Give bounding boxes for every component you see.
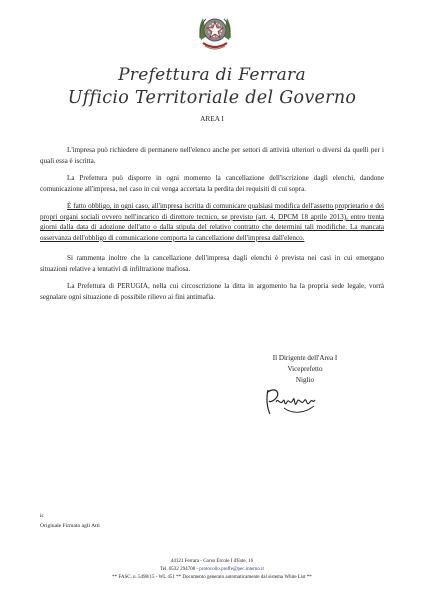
signatory-title: Viceprefetto — [287, 365, 323, 373]
footer-phone: Tel. 0532 294708 - — [160, 567, 200, 572]
paragraph-4: Si rammenta inoltre che la cancellazione dell'impresa dagli elenchi è prevista nei casi in cui emergano situazioni relative a tentativi di infiltrazione mafiosa. — [40, 254, 384, 273]
paragraph-5: La Prefettura di PERUGIA, nella cui circoscrizione la ditta in argomento ha la propria sede legale, vorrà segnalare ogni situazione di possibile rilievo ai fini antimafia. — [40, 282, 384, 301]
footer-document-meta: ** FASC. n. 5498/15 - WL 451 ** Documento generato automaticamente dal sistema White List ** — [112, 575, 312, 580]
paragraph-3-underlined: È fatto obbligo, in ogni caso, all'impresa iscritta di comunicare qualsiasi modifica dell'assetto proprietario e dei propri organi sociali ovvero nell'incarico di direttore tecnico, se previsto (art. 4, DPCM 18 aprile 2013), entro trenta giorni dalla data di adozione dell'atto o dalla stipula del relativo contratto che determini tali modifiche. La mancata osservanza dell'obbligo di comunicazione comporta la cancellazione dell'impresa dall'elenco. — [40, 202, 384, 242]
footer-pec-link[interactable]: protocollo.preffe@pec.interno.it — [199, 567, 264, 572]
republic-emblem-icon — [195, 10, 235, 54]
paragraph-2: La Prefettura può disporre in ogni momento la cancellazione dell'iscrizione dagli elenchi, dandone comunicazione all'impresa, nel caso in cui venga accertata la perdita dei requisiti di cui sopra. — [40, 174, 384, 193]
area-label: AREA I — [200, 114, 224, 123]
initials: ic — [40, 513, 45, 519]
prefecture-name: Prefettura di Ferrara — [118, 65, 306, 85]
office-name: Ufficio Territoriale del Governo — [67, 88, 357, 108]
handwritten-signature — [262, 384, 326, 420]
signatory-name: Niglio — [295, 376, 315, 384]
original-note: Originale Firmato agli Atti — [40, 523, 100, 529]
footer-address: 44121 Ferrara - Corso Ercole I d'Este, 16 — [170, 559, 254, 564]
paragraph-1: L'impresa può richiedere di permanere nell'elenco anche per settori di attività ulteriori o diversi da quelli per i quali essa è iscritta. — [40, 146, 384, 165]
signatory-role: Il Dirigente dell'Area I — [272, 354, 338, 362]
